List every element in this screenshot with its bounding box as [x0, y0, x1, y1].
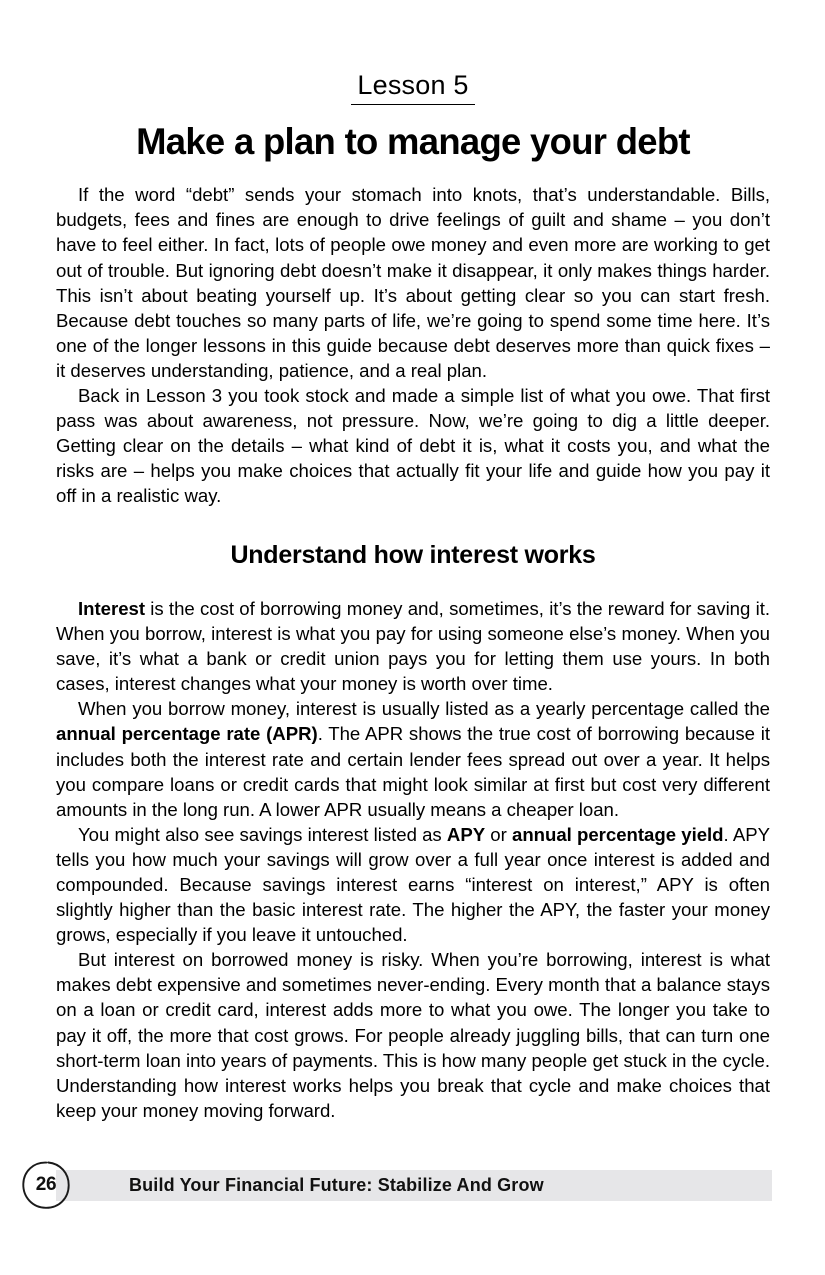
interest-body-block — [56, 570, 770, 1123]
paragraph-apy-post: . APY tells you how much your savings will grow over a full year once interest is added and compounded. Because savings interest earns “interest on interest,” APY is often slightly higher than the basic interest rate. The higher the APY, the faster your money grows, especially if you leave it untouched. — [56, 823, 770, 946]
page-title: Make a plan to manage your debt — [136, 121, 690, 162]
paragraph-apr-post: . The APR shows the true cost of borrowing because it includes both the interest rate and certain lender fees spread out over a year. It helps you compare loans or credit cards that might look similar at first but cost very different amounts in the long run. A lower APR usually means a cheaper loan. — [56, 723, 770, 820]
section-heading-interest: Understand how interest works — [230, 541, 596, 570]
footer-book-title: Build Your Financial Future: Stabilize And Grow — [129, 1175, 544, 1195]
paragraph-interest-definition-rest: is the cost of borrowing money and, sometimes, it’s the reward for saving it. When you borrow, interest is what you pay for using someone else’s money. When you save, it’s what a bank or credit union pays you for letting them use yours. In both cases, interest changes what your money is worth over time. — [56, 597, 770, 695]
paragraph-interest-risk: But interest on borrowed money is risky. When you’re borrowing, interest is what makes debt expensive and sometimes never-ending. Every month that a balance stays on a loan or credit card, interest adds more to what you owe. The longer you take to pay it off, the more that cost grows. For people already juggling bills, that can turn one short-term loan into years of payments. This is how many people get stuck in the cycle. Understanding how interest works helps you break that cycle and make choices that keep your money moving forward. — [56, 949, 770, 1121]
lesson-eyebrow — [56, 0, 770, 105]
page-number: 26 — [35, 1174, 57, 1195]
term-apr: annual percentage rate (APR) — [56, 723, 318, 745]
paragraph-apy-pre: You might also see savings interest listed as — [78, 823, 447, 845]
paragraph-intro: If the word “debt” sends your stomach into knots, that’s understandable. Bills, budgets, fees and fines are enough to drive feelings of guilt and shame – you don’t have to feel either. In fact, lots of people owe money and even more are working to get out of trouble. But ignoring debt doesn’t make it disappear, it only makes things harder. This isn’t about beating yourself up. It’s about getting clear so you can start fresh. Because debt touches so many parts of life, we’re going to spend some time here. It’s one of the longer lessons in this guide because debt deserves more than quick fixes – it deserves understanding, patience, and a real plan. — [56, 184, 770, 381]
term-apy: APY — [446, 823, 486, 845]
term-annual-percentage-yield: annual percentage yield — [512, 823, 724, 845]
paragraph-apy — [56, 822, 770, 947]
paragraph-lesson-recap: Back in Lesson 3 you took stock and made a simple list of what you owe. That first pass was about awareness, not pressure. Now, we’re going to dig a little deeper. Getting clear on the details – what kind of debt it is, what it costs you, and what the risks are – helps you make choices that actually fit your life and guide how you pay it off in a realistic way. — [56, 384, 770, 507]
paragraph-apy-mid: or — [485, 823, 513, 845]
page-footer — [35, 1170, 772, 1201]
page-content — [56, 0, 770, 1123]
paragraph-interest-definition — [56, 596, 770, 696]
term-interest: Interest — [78, 597, 146, 619]
paragraph-apr — [56, 696, 770, 821]
paragraph-apr-pre: When you borrow money, interest is usually listed as a yearly percentage called the — [78, 698, 770, 720]
intro-body-block — [56, 161, 770, 508]
lesson-eyebrow-text: Lesson 5 — [351, 72, 474, 105]
footer-inner — [35, 1170, 772, 1201]
